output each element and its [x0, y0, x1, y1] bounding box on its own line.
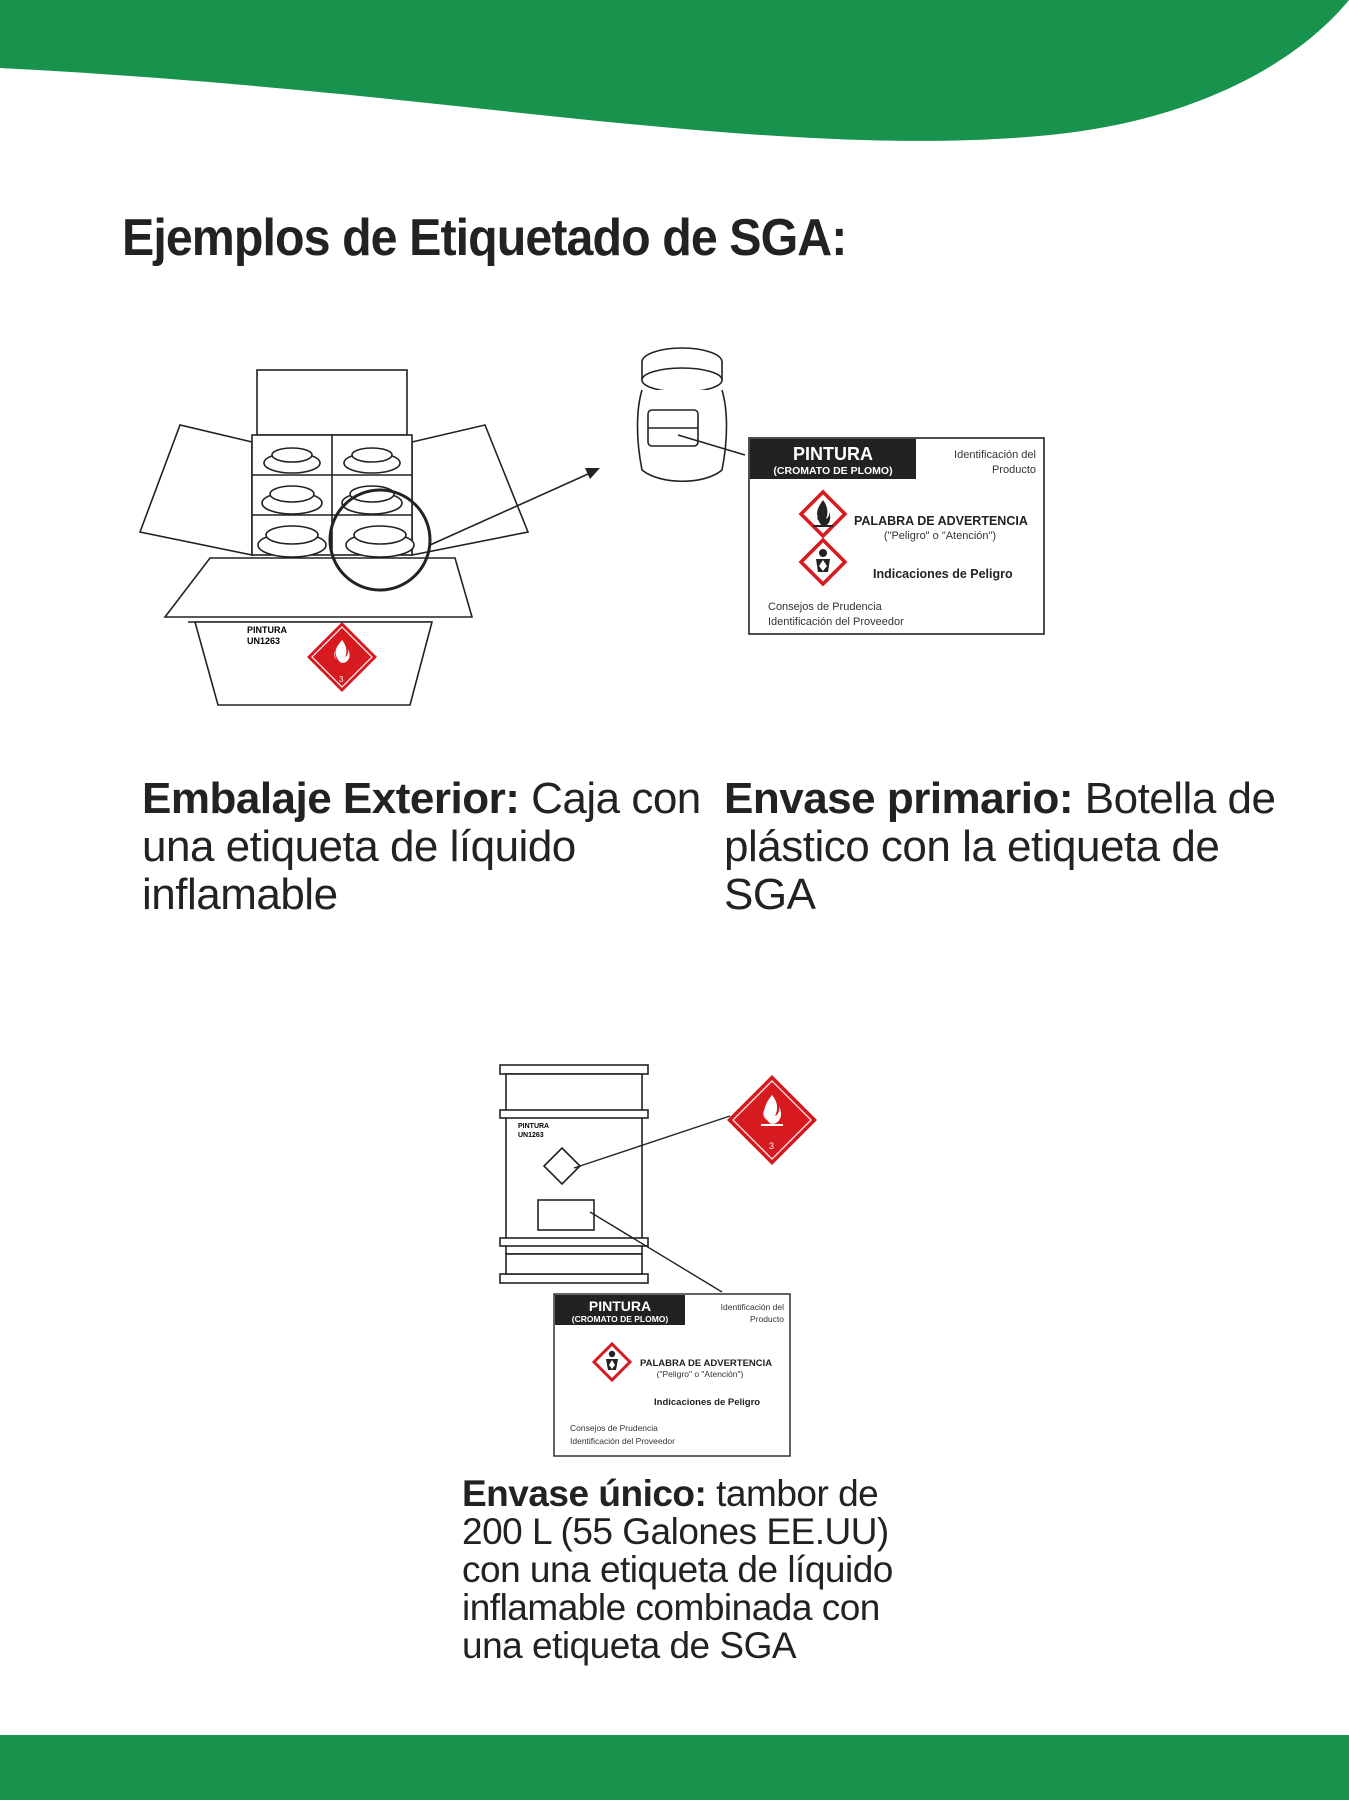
drum-label-precautionary: Consejos de Prudencia — [570, 1423, 658, 1433]
drum-label-product-sub: (CROMATO DE PLOMO) — [571, 1314, 669, 1324]
drum-label-supplier: Identificación del Proveedor — [570, 1436, 675, 1446]
label-precautionary: Consejos de Prudencia — [768, 601, 882, 613]
box-marking-name: PINTURA — [247, 625, 287, 635]
bottom-band — [0, 1735, 1349, 1800]
drum-flammable-placard-icon — [727, 1075, 817, 1165]
caption-primary-container: Envase primario: Botella de plástico con la etiqueta de SGA — [724, 774, 1276, 919]
drum-marking-name: PINTURA — [518, 1123, 550, 1130]
box-marking-un: UN1263 — [247, 636, 281, 646]
drum-label-hazard-statements: Indicaciones de Peligro — [654, 1397, 761, 1408]
drum-marking-un: UN1263 — [518, 1132, 544, 1139]
ghs-label-primary — [749, 438, 1044, 634]
caption-single-packaging: Envase único: tambor de 200 L (55 Galones EE.UU) con una etiqueta de líquido inflamable combinada con una etiqueta de SGA — [462, 1473, 893, 1666]
page-title: Ejemplos de Etiquetado de SGA: — [122, 209, 847, 267]
svg-text:3: 3 — [339, 675, 344, 684]
drum-label-signal-examples: ("Peligro" o "Atención") — [656, 1369, 744, 1379]
label-product-name: PINTURA — [793, 444, 873, 464]
label-signal-word: PALABRA DE ADVERTENCIA — [854, 514, 1028, 528]
label-product-id-2: Producto — [991, 464, 1036, 476]
caption-outer-packaging: Embalaje Exterior: Caja con una etiqueta de líquido inflamable — [142, 774, 701, 919]
drum-label-product-name: PINTURA — [588, 1298, 652, 1314]
svg-text:3: 3 — [769, 1141, 775, 1151]
label-hazard-statements: Indicaciones de Peligro — [873, 567, 1013, 581]
label-signal-examples: ("Peligro" o "Atención") — [883, 530, 997, 542]
ghs-label-drum — [554, 1294, 790, 1456]
label-product-sub: (CROMATO DE PLOMO) — [773, 465, 893, 477]
top-banner — [0, 0, 1349, 150]
primary-bottle-illustration — [630, 340, 1050, 640]
drum-label-signal-word: PALABRA DE ADVERTENCIA — [640, 1358, 773, 1369]
drum-label-product-id-2: Producto — [749, 1314, 784, 1324]
label-supplier: Identificación del Proveedor — [768, 616, 904, 628]
drum-label-product-id-1: Identificación del — [720, 1302, 784, 1312]
drum-illustration — [490, 1060, 830, 1460]
outer-box-illustration — [130, 360, 610, 710]
label-product-id-1: Identificación del — [954, 449, 1036, 461]
